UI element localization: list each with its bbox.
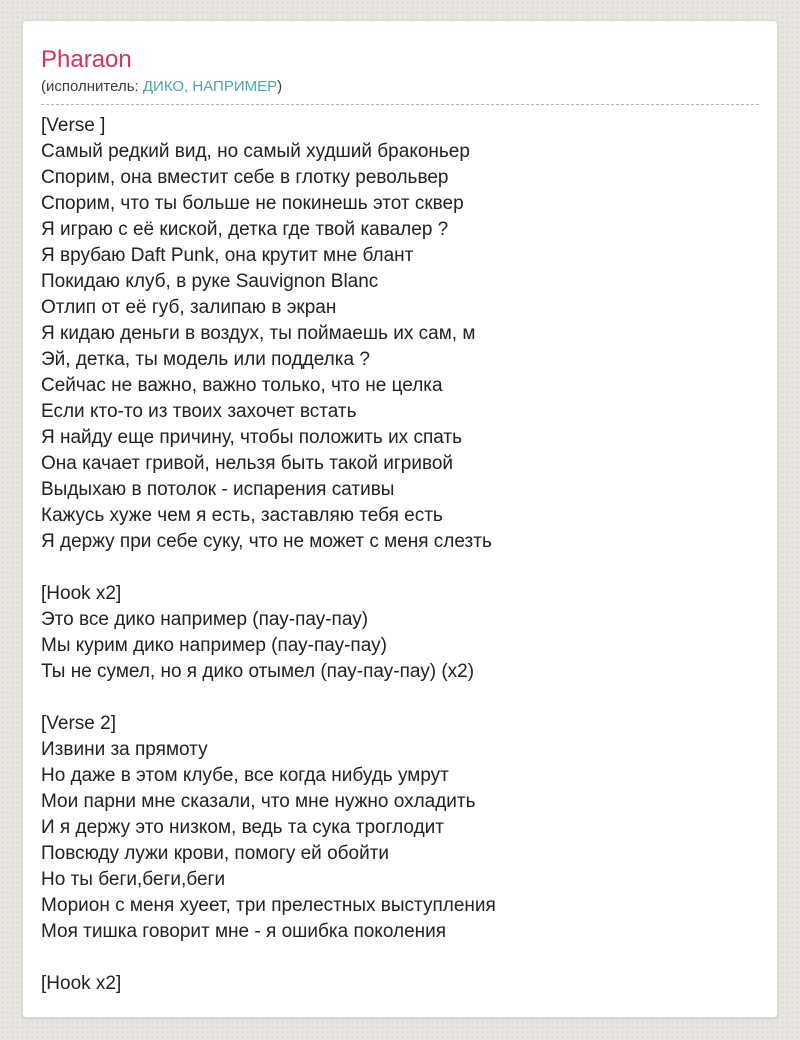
lyrics-line: Отлип от её губ, залипаю в экран	[41, 297, 337, 319]
lyrics-line: Но ты беги,беги,беги	[41, 869, 226, 891]
page-title: Pharaon	[41, 46, 132, 73]
lyrics-line: Это все дико например (пау-пау-пау)	[41, 609, 369, 631]
lyrics-line: Выдыхаю в потолок - испарения сативы	[41, 479, 395, 501]
artist-suffix: )	[277, 78, 283, 96]
artist-prefix: (исполнитель:	[41, 78, 143, 96]
lyrics-line: Если кто-то из твоих захочет встать	[41, 401, 357, 423]
lyrics-line: Повсюду лужи крови, помогу ей обойти	[41, 843, 390, 865]
section-label: [Verse ]	[41, 115, 106, 137]
artist-link[interactable]: ДИКО, НАПРИМЕР	[142, 78, 278, 96]
lyrics-line: Я играю с её киской, детка где твой кавалер ?	[41, 219, 449, 241]
lyrics-section	[41, 113, 759, 555]
lyrics-line: Я держу при себе суку, что не может с меня слезть	[41, 531, 492, 553]
lyrics-line: Извини за прямоту	[41, 739, 208, 761]
lyrics-line: Она качает гривой, нельзя быть такой игривой	[41, 453, 454, 475]
lyrics-line: Спорим, что ты больше не покинешь этот сквер	[41, 193, 464, 215]
lyrics-line: Сейчас не важно, важно только, что не целка	[41, 375, 443, 397]
lyrics-line: Мы курим дико например (пау-пау-пау)	[41, 635, 387, 657]
lyrics	[41, 113, 759, 997]
lyrics-line: Я найду еще причину, чтобы положить их спать	[41, 427, 462, 449]
lyrics-section	[41, 581, 759, 685]
lyrics-line: Мои парни мне сказали, что мне нужно охладить	[41, 791, 476, 813]
lyrics-line: Эй, детка, ты модель или подделка ?	[41, 349, 370, 371]
lyrics-line: Но даже в этом клубе, все когда нибудь умрут	[41, 765, 449, 787]
section-label: [Verse 2]	[41, 713, 116, 735]
artist-line	[41, 78, 759, 105]
lyrics-line: Самый редкий вид, но самый худший браконьер	[41, 141, 470, 163]
lyrics-line: Кажусь хуже чем я есть, заставляю тебя есть	[41, 505, 443, 527]
lyrics-line: Моя тишка говорит мне - я ошибка поколения	[41, 921, 447, 943]
lyrics-line: Спорим, она вместит себе в глотку револьвер	[41, 167, 449, 189]
lyrics-section	[41, 711, 759, 945]
lyrics-line: Покидаю клуб, в руке Sauvignon Blanc	[41, 271, 379, 293]
lyrics-line: Я кидаю деньги в воздух, ты поймаешь их сам, м	[41, 323, 476, 345]
lyrics-line: И я держу это низком, ведь та сука троглодит	[41, 817, 444, 839]
section-label: [Hook x2]	[41, 973, 122, 995]
section-label: [Hook x2]	[41, 583, 122, 605]
lyrics-line: Морион с меня хуеет, три прелестных выступления	[41, 895, 496, 917]
lyrics-line: Ты не сумел, но я дико отымел (пау-пау-пау) (x2)	[41, 661, 475, 683]
lyrics-line: Я врубаю Daft Punk, она крутит мне блант	[41, 245, 414, 267]
lyrics-card	[22, 20, 778, 1018]
lyrics-section	[41, 971, 759, 997]
